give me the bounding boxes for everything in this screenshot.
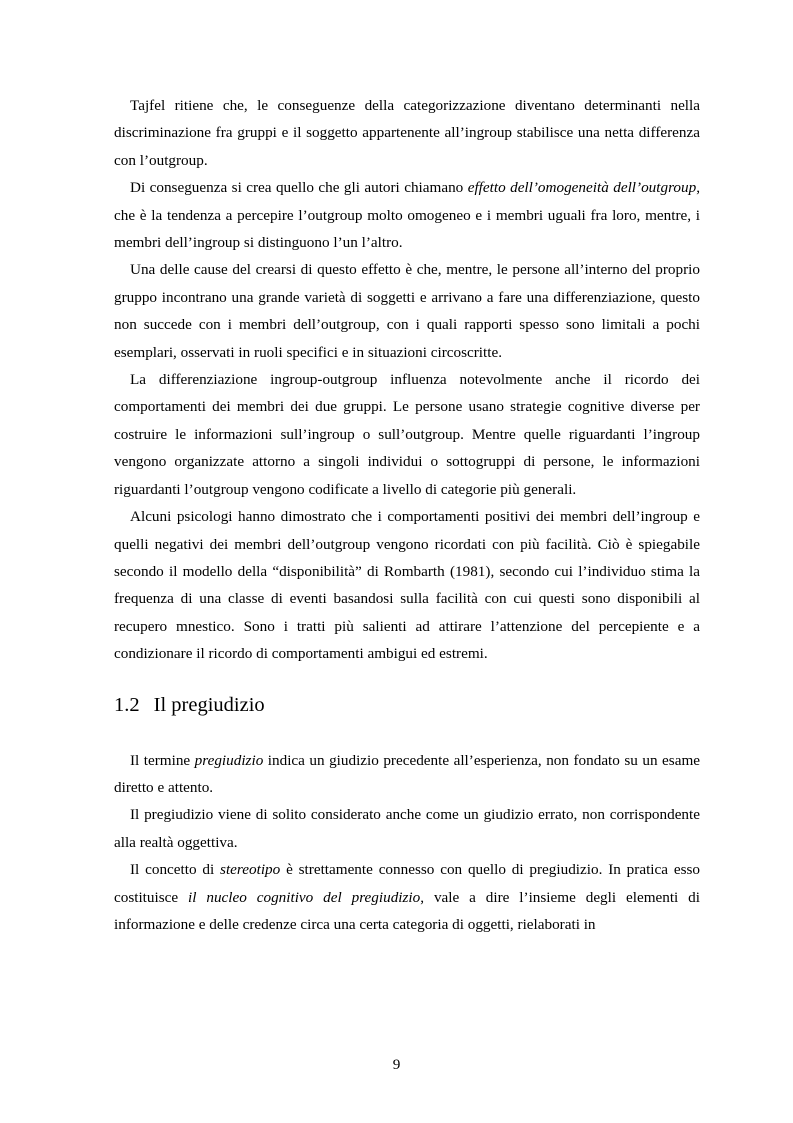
text-segment: il nucleo cognitivo del pregiudizio [188,888,421,906]
section-title: Il pregiudizio [153,693,265,716]
text-segment: è strettamente connesso con quello di pregiudizio. In pratica esso costituisce [114,861,700,906]
page-number: 9 [392,1056,401,1073]
text-segment: Alcuni psicologi hanno dimostrato che i comportamenti positivi dei membri dell’ingroup e quelli negativi dei membri dell’outgroup vengono ricordati con più facilità. Ciò è spiegabile secondo il modello della “disponibilità” di Rombarth (1981), secondo cui l’individuo stima la frequenza di una classe di eventi basandosi sulla facilità con cui questi sono disponibili al recupero mnestico. Sono i tratti più salienti ad attirare l’attenzione del percepiente e a condizionare il ricordo di comportamenti ambigui ed estremi. [114,508,700,663]
text-segment: La differenziazione ingroup-outgroup influenza notevolmente anche il ricordo dei comportamenti dei membri dei due gruppi. Le persone usano strategie cognitive diverse per costruire le informazioni sull’ingroup o sull’outgroup. Mentre quelle riguardanti l’ingroup vengono organizzate attorno a singoli individui o sottogruppi di persone, le informazioni riguardanti l’outgroup vengono codificate a livello di categorie più generali. [114,371,700,498]
section-heading [114,692,700,718]
text-segment: Una delle cause del crearsi di questo effetto è che, mentre, le persone all’interno del proprio gruppo incontrano una grande varietà di soggetti e arrivano a fare una differenziazione, questo non succede con i membri dell’outgroup, con i quali rapporti spesso sono limitali a pochi esemplari, osservati in ruoli specifici e in situazioni circoscritte. [114,261,700,361]
text-block-pregiudizio [114,747,700,939]
paragraph-stereotipo [114,856,700,938]
paragraph-errato [114,801,700,856]
text-segment: Di conseguenza si crea quello che gli autori chiamano [130,179,468,197]
paragraph-psicologi [114,503,700,667]
text-segment: indica un giudizio precedente all’esperienza, non fondato su un esame diretto e attento. [114,751,700,796]
paragraph-cause [114,256,700,366]
paragraph-differenziazione [114,366,700,503]
text-segment: , vale a dire l’insieme degli elementi di informazione e delle credenze circa una certa categoria di oggetti, rielaborati in [114,888,700,933]
document-page [114,92,700,938]
paragraph-omogeneita [114,174,700,256]
text-segment: Il concetto di [130,861,221,879]
text-segment: pregiudizio [194,751,264,769]
text-segment: , che è la tendenza a percepire l’outgroup molto omogeneo e i membri uguali fra loro, mentre, i membri dell’ingroup si distinguono l’un l’altro. [114,179,700,252]
text-block-categorization [114,92,700,668]
text-segment: Il pregiudizio viene di solito considerato anche come un giudizio errato, non corrispondente alla realtà oggettiva. [114,806,700,851]
text-segment: stereotipo [220,861,281,879]
text-segment: effetto dell’omogeneità dell’outgroup [467,179,697,197]
paragraph-tajfel [114,92,700,174]
text-segment: Il termine [130,751,195,769]
section-number: 1.2 [114,693,140,716]
paragraph-termine [114,747,700,802]
text-segment: Tajfel ritiene che, le conseguenze della categorizzazione diventano determinanti nella discriminazione fra gruppi e il soggetto appartenente all’ingroup stabilisce una netta differenza con l’outgroup. [114,97,700,169]
